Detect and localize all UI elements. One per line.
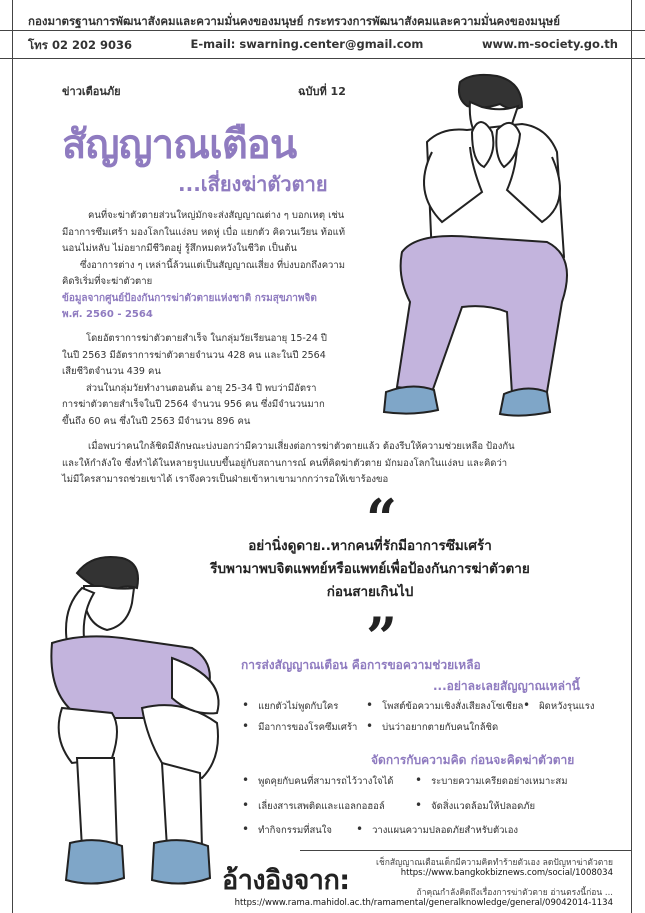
signals-subheading: ...อย่าละเลยสัญญาณเหล่านี้ (433, 679, 580, 693)
intro-text (62, 208, 362, 291)
reference-1-link[interactable]: https://www.bangkokbiznews.com/social/1008034 (400, 868, 613, 878)
signals-heading: การส่งสัญญาณเตือน คือการขอความช่วยเหลือ (241, 658, 481, 672)
intro-line: มีอาการซึมเศร้า มองโลกในแง่ลบ หดหู่ เบื่อ แยกตัว คิดวนเวียน ท้อแท้ (62, 226, 346, 238)
intro-line: คิดริเริ่มที่จะฆ่าตัวตาย (62, 276, 153, 287)
advice-line: ไม่มีใครสามารถช่วยเขาได้ เราจึงควรเป็นฝ่ายเข้าหาเขามากกว่ารอให้เขาร้องขอ (62, 474, 389, 485)
stats-line: การฆ่าตัวตายสำเร็จในปี 2564 จำนวน 956 คน ซึ่งมีจำนวนมาก (62, 399, 325, 410)
manage-item: • วางแผนความปลอดภัยสำหรับตัวเอง (356, 822, 518, 838)
advice-line: และให้กำลังใจ ซึ่งทำได้ในหลายรูปแบบขึ้นอยู่กับสถานการณ์ คนที่คิดฆ่าตัวตาย มักมองโลกในแง่ลบ และคิดว่า (62, 457, 508, 469)
stats-line: โดยอัตราการฆ่าตัวตายสำเร็จ ในกลุ่มวัยเรียนอายุ 15-24 ปี (86, 333, 327, 344)
sitting-man-head-in-hands-illustration (372, 72, 587, 427)
manage-item: • ระบายความเครียดอย่างเหมาะสม (415, 773, 567, 789)
signal-item: • มีอาการของโรคซึมเศร้า (242, 719, 357, 735)
right-border (631, 0, 632, 913)
sitting-man-hand-on-head-illustration (22, 548, 232, 910)
quote-line: รีบพามาพบจิตแพทย์หรือแพทย์เพื่อป้องกันการฆ่าตัวตาย (210, 561, 530, 577)
intro-line: คนที่จะฆ่าตัวตายส่วนใหญ่มักจะส่งสัญญาณต่าง ๆ บอกเหตุ เช่น (88, 210, 345, 221)
page-title: สัญญาณเตือน (62, 122, 297, 168)
intro-line: ซึ่งอาการต่าง ๆ เหล่านี้ล้วนแต่เป็นสัญญาณเสี่ยง ที่บ่งบอกถึงความ (80, 259, 345, 271)
manage-item: • จัดสิ่งแวดล้อมให้ปลอดภัย (415, 798, 535, 814)
quote-line: ก่อนสายเกินไป (326, 584, 414, 600)
signal-item: • โพสต์ข้อความเชิงสั่งเสียลงโซเชียล (366, 698, 523, 714)
manage-item: • เลี่ยงสารเสพติดและแอลกอฮอล์ (242, 798, 385, 814)
stats-heading-line: ข้อมูลจากศูนย์ป้องกันการฆ่าตัวตายแห่งชาติ กรมสุขภาพจิต (62, 293, 317, 304)
quote-close-mark: ” (366, 605, 398, 669)
header-divider-bottom (0, 58, 645, 59)
manage-item: • พูดคุยกับคนที่สามารถไว้วางใจได้ (242, 773, 393, 789)
header-divider-top (0, 30, 645, 31)
signal-item: • ผิดหวังรุนแรง (523, 698, 595, 714)
signal-item: • แยกตัวไม่พูดกับใคร (242, 698, 338, 714)
header-contact-row (28, 37, 618, 55)
quote-open-mark: “ (366, 487, 398, 551)
header-website: www.m-society.go.th (481, 37, 618, 51)
signal-item: • บ่นว่าอยากตายกับคนใกล้ชิด (366, 719, 498, 735)
references-label: อ้างอิงจาก: (222, 865, 350, 896)
stats-line: ในปี 2563 มีอัตราการฆ่าตัวตายจำนวน 428 คน และในปี 2564 (62, 349, 326, 361)
stats-heading (62, 291, 362, 323)
stats-heading-line: พ.ศ. 2560 - 2564 (62, 309, 153, 320)
manage-heading: จัดการกับความคิด ก่อนจะคิดฆ่าตัวตาย (371, 753, 575, 767)
references-divider (300, 850, 631, 851)
issue-number: ฉบับที่ 12 (298, 85, 346, 98)
issue-label: ข่าวเตือนภัย (62, 85, 121, 98)
header-email: E-mail: swarning.center@gmail.com (190, 37, 424, 51)
reference-2-link[interactable]: https://www.rama.mahidol.ac.th/ramamental/generalknowledge/general/09042014-1134 (234, 898, 613, 908)
stats-line: ขึ้นถึง 60 คน ซึ่งในปี 2563 มีจำนวน 896 คน (62, 415, 251, 427)
manage-item: • ทำกิจกรรมที่สนใจ (242, 822, 332, 838)
header-phone: โทร 02 202 9036 (28, 38, 132, 52)
header-org-line: กองมาตรฐานการพัฒนาสังคมและความมั่นคงของมนุษย์ กระทรวงการพัฒนาสังคมและความมั่นคงของมนุษย์ (28, 14, 561, 28)
stats-text (62, 331, 362, 430)
reference-1-title: เช็กสัญญาณเตือนเด็กมีความคิดทำร้ายตัวเอง ลดปัญหาฆ่าตัวตาย (376, 858, 613, 868)
left-border (12, 0, 13, 913)
intro-line: นอนไม่หลับ ไม่อยากมีชีวิตอยู่ รู้สึกหมดหวังในชีวิต เป็นต้น (62, 243, 297, 254)
stats-line: เสียชีวิตจำนวน 439 คน (62, 366, 161, 377)
advice-line: เมื่อพบว่าคนใกล้ชิดมีลักษณะบ่งบอกว่ามีความเสี่ยงต่อการฆ่าตัวตายแล้ว ต้องรีบให้ความช่วยเหลือ ป้องกัน (88, 441, 515, 452)
stats-line: ส่วนในกลุ่มวัยทำงานตอนต้น อายุ 25-34 ปี พบว่ามีอัตรา (86, 382, 317, 394)
quote-line: อย่านิ่งดูดาย..หากคนที่รักมีอาการซึมเศร้า (248, 538, 492, 554)
page-subtitle: ...เสี่ยงฆ่าตัวตาย (178, 172, 328, 196)
reference-2-title: ถ้าคุณกำลังคิดถึงเรื่องการฆ่าตัวตาย อ่านตรงนี้ก่อน ... (416, 888, 613, 898)
advice-text (62, 439, 607, 489)
